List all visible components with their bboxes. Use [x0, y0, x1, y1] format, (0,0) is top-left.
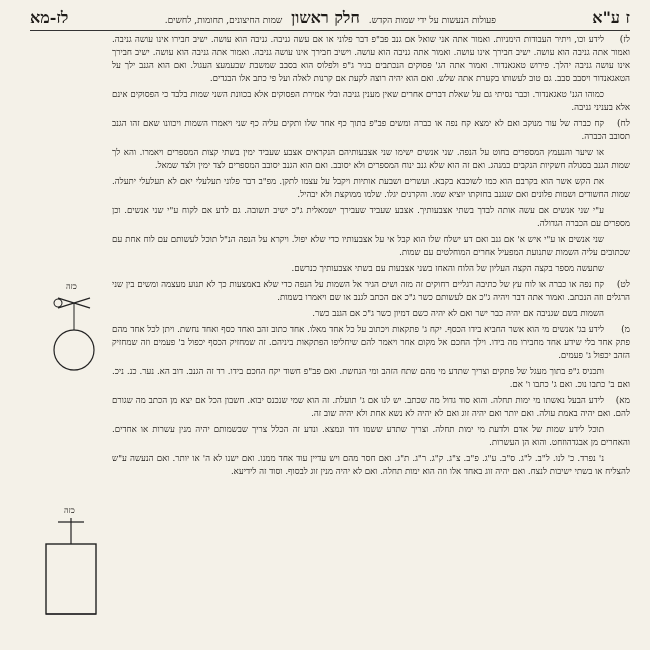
paragraph: [112, 424, 630, 450]
header-rule: [30, 30, 630, 31]
paragraph-text: שני אנשים או ע"י איש א' אם גנב ואם דע ישלח שלו הוא קבל אי על אצבעותיו כדי שלא יפול. ויקרא על הנפה הנ"ל תוכל לעשותם עם לוח אחת עם שכתובים עליה השמות שתנועת המפעיל אחרים המוחלטים עם שמות.: [112, 235, 630, 258]
text-column: [30, 34, 630, 640]
running-title: [68, 8, 592, 28]
paragraph-text: נ' נפרד. כ' לנו. ל"ב. ל"ג. ס"ב. ע"ג. פ"ב. צ"ג. ק"ג. ר"ג. ת"ג. ואם חסר מהם ויש עדיין עוד אחד ממנו. ואם ישנו לא ה' או יותר. ואם הנעשה ע"ש להצליח או בשתי ישיבות לנצח. ואם יהיה זוג באחד אלו וזה הוא ימות תחלה. ואם לא יהיה מנין זוג לבסוף. וסוד זה לידיעא.: [112, 454, 630, 477]
paragraph: [112, 205, 630, 231]
tablet-drawing: [36, 514, 106, 624]
scissors-sieve-drawing: [38, 290, 108, 390]
paragraph-text: לידע הבעל נאשתו מי ימות תחלה. והוא סוד גדול מה שכתב. יש לנו אם ג' תועלת. זה הוא שמי שנכנס יבוא. חשבון הכל אם יצא מן הכתב מה שגורם להם. ואם יהיה באמת עולה. ואם יותר ואם יהיה זוג ואם לא יהיה לא נשא אחת ולא יהיה שוב זה.: [112, 396, 630, 419]
paragraph: [112, 89, 630, 115]
figure-label-top: כזה: [66, 282, 77, 291]
paragraph: [112, 118, 630, 144]
paragraph-text: לידע בג' אנשים מי הוא אשר החביא בידו הכסף. יקח ג' פתקאות ויכתוב על כל אחד מאלו. אחד כתוב זהב ואחד כסף ואחד נחשת. ויתן לכל אחד מהם פתק אחד בלי שידע אחד מחבירו מה בידו. וילך החכם אל מקום אחר ויאמר להם שיחליפו הפתקאות ביניהם. זה שמחזיק הכסף יכפול ב' פעמים וזה שמחזיק הזהב יכפול ג' פעמים.: [112, 325, 630, 361]
running-title-small-left: שמות החיצונים, תחומות, לחשים.: [164, 16, 283, 26]
paragraph: [112, 176, 630, 202]
paragraph-number: לז): [619, 35, 630, 45]
paragraph: [112, 279, 630, 305]
page-number-left: לז-מא: [30, 8, 69, 27]
scissors-sieve-figure: [38, 280, 108, 390]
page-header: [30, 6, 630, 28]
paragraph-number: לח): [616, 119, 630, 129]
paragraph-number: לט): [616, 280, 630, 290]
paragraph: [112, 395, 630, 421]
paragraph-text: ע"י שני אנשים אם עשה אותה לבדך בשתי אצבעותיך. אצבע שעביד שעבירך ישמאלית ג"כ ישיב תשובה. גם לדע אם לקוח ע"י שני אנשים. וכן מספרים עם הכברה הגדולה.: [112, 206, 630, 229]
paragraph: [112, 366, 630, 392]
paragraph: [112, 263, 630, 276]
paragraph-number: מא): [615, 396, 630, 406]
paragraph-text: ותכניס ג"פ בתוך מעגל של פתקים וצריך שתדע מי מהם שתח הזהב ומי הנחשת. ואם פב"פ חשוד יקח החכם בידו. רד זה הגנב. דוב הא. נער. כנ. ניכ. ואם ב' כתבו נוכ. ואם ג' כתבו ו' אם.: [112, 367, 630, 390]
paragraph-text: את הקש אשר הוא בקרבם הוא כמו לשוכבא בקבא. ועשרים ושבעת אותיות ויקבל על עצמו לתקן. מפ"ב דבר פלוני תעלעלי יאם לא תעלעלי יתעלה. שמות החשודים ושמות פלונים ואם שנגנב בחזקתו יוציא שמו. והקרנים יגלו. שלמו ממוקצת ולא יבהיל.: [112, 177, 630, 200]
tablet-figure: [36, 504, 106, 624]
paragraph-text: קח כברה של עור מנוקב ואם לא ימצא קח נפה או כברה ומשים פב"פ בתוך כף אחד שלו ותקים עליה כף שני ויאמרו השמות ויכוונו שאם זהו הגנב תסובב הכברה.: [112, 119, 630, 142]
main-text-area: [30, 34, 630, 640]
paragraph: [112, 34, 630, 86]
paragraph-text: או שיער והנעמץ המספרים בחוט על הנפה. שני אנשים ישימו שני אצבעותיהם הנקראים אצבע שעביד ימין בשתי קצות המספרים ויאמרו. והא לך שמות הגנב בסגולה חשקיות הנקבים כמנהג. ואם זה הוא שלא גנב ינוח המספרים ולא יסובב. ואם הוא הגנב יסובב המספרים לצד ימין ולצד שמאל.: [112, 148, 630, 171]
page-number-right: ז ע"א: [592, 8, 630, 27]
paragraph-number: מ): [621, 325, 630, 335]
paragraph: [112, 324, 630, 363]
paragraph: [112, 308, 630, 321]
paragraph-text: תוכל לידע שמות של אדם ולדעת מי ימות תחלה. וצריך שתדע ששמו דוד ונמצא. ונדע זה הכלל צריך שבשמותם יהיה מנין עשרות או אחדים. והאחרים מן אבגדהוזחט. והוא הן העשרות.: [112, 425, 630, 448]
paragraph-text: לידע וכו, ויתיר העבודות הימניות. ואמור אתה אני שואל אם גנב פב"פ דבר פלוני או אם עשה גניבה. גניבה הוא עושה. ישיב חבירו אינו עושה גניבה. ואמור אתה גניבה הוא עושה. ישיב חבירך אינו עושה. ואמור אתה גניבה הוא עושה. וישיב חבירך אינו עושה גניבה. ואמור אתה גניבה הוא עושה. ישיב חבירך אינו עושה גניבה יהלך. פירוש טאגאנדור. ואמור אתה הג' פסוקים הנכתבים בגיר ג"פ ולפלוס הוא בסבב שמשבת שבעמעצ העגול. ואם הוא הגנב ילך על הטאגאנדור ויסבב סבב. גם טוב לעשותו בקערת אתה שלש. ואם הוא יהיה רוצה לקעת אם קרנות לאלה ועל פי כתב אלו הבגדים.: [112, 35, 630, 84]
figure-label-bottom: כזה: [64, 506, 75, 515]
paragraph-text: שתעשה מספר בקצה הקצה העליון של הלוח והאחז בשני אצבעות עם בשתי אצבעותיך כנרשם.: [291, 264, 604, 274]
paragraph: [112, 453, 630, 479]
paragraph-text: קח נפה או כברה או לוח עץ של כתיבה רגליים רחוקים זה מזה ושים הגיר אל השמות על הנפה כדי שלא באמצעות כך לא תנוע מעצמה ומשים בין שני הרגלים וזה הנכתב. ואמור אתה דבר ויהיה ג"כ אם לעשותם כשר ג"כ אם הכתב לגנב או שם ויאמרו בשמות.: [112, 280, 630, 303]
running-title-big: חלק ראשון: [291, 8, 360, 27]
running-title-small-right: פעולות הנעשות על ידי שמות הקדש.: [368, 16, 496, 26]
paragraph-text: השמות בשם שגניבה אם יהיה כבר ישר ואם לא יהיה כשם דמיון כשר ג"כ אם הגנב כשר.: [312, 309, 604, 319]
paragraph: [112, 147, 630, 173]
paragraph-text: כמוהו הגנ' טאגאנדור. וכבר נסיתי גם על שאלת דברים אחרים שאין מענין גניבה ובלי אמירת הפסוקים אלא בכוונת השני שמות בלבד כי הפסוקים אינם אלא בעניני גניבה.: [112, 90, 630, 113]
paragraph: [112, 234, 630, 260]
